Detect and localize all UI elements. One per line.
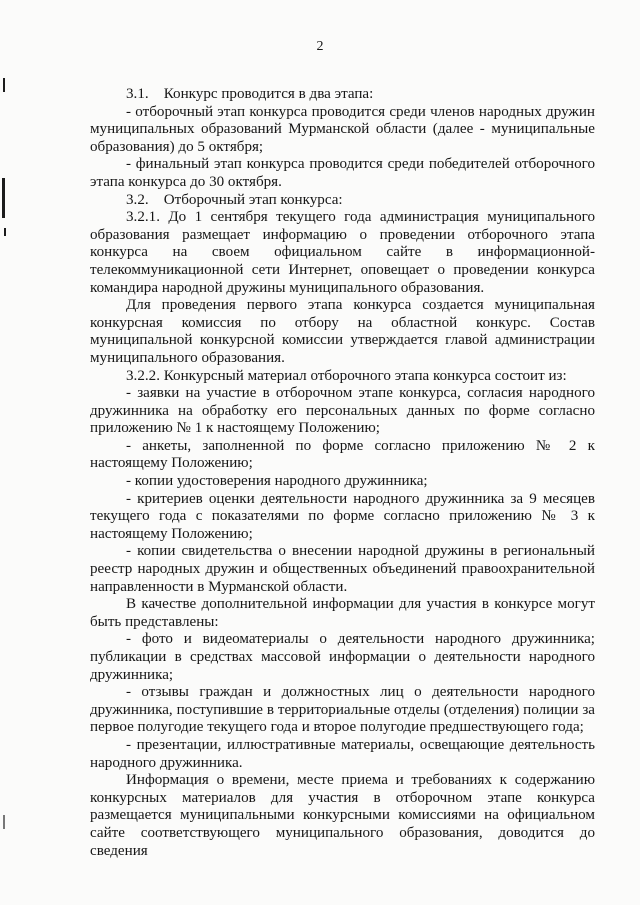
list-item-application: - заявки на участие в отборочном этапе конкурса, согласия народного дружинника на обработку его персональных данных по форме согласно приложению № 1 к настоящему Положению; bbox=[90, 385, 595, 437]
paragraph-commission: Для проведения первого этапа конкурса создается муниципальная конкурсная комиссия по отбору на областной конкурс. Состав муниципальной конкурсной комиссии утверждается главой администрации муниципального образования. bbox=[90, 297, 595, 366]
page-number: 2 bbox=[316, 39, 324, 54]
scan-edge-mark bbox=[3, 78, 5, 92]
list-item-reviews: - отзывы граждан и должностных лиц о деятельности народного дружинника, поступившие в территориальные отделы (отделения) полиции за первое полугодие текущего года и второе полугодие предшествующего года; bbox=[90, 684, 595, 736]
paragraph-3-1: 3.1. Конкурс проводится в два этапа: bbox=[126, 86, 374, 102]
list-item-presentations: - презентации, иллюстративные материалы, освещающие деятельность народного дружинника. bbox=[90, 736, 595, 771]
list-item-questionnaire: - анкеты, заполненной по форме согласно приложению № 2 к настоящему Положению; bbox=[90, 437, 595, 472]
paragraph-information: Информация о времени, месте приема и требованиях к содержанию конкурсных материалов для участия в отборочном этапе конкурса размещается муниципальными конкурсными комиссиями на официальном сайте соответствующего муниципального образования, доводится до сведения bbox=[90, 772, 595, 859]
paragraph-final-stage-item: - финальный этап конкурса проводится среди победителей отборочного этапа конкурса до 30 октября. bbox=[90, 156, 595, 190]
list-item-certificate: - копии свидетельства о внесении народной дружины в региональный реестр народных дружин и общественных объединений правоохранительной направленности в Мурманской области. bbox=[90, 543, 595, 595]
scan-edge-mark bbox=[3, 815, 5, 829]
list-item-id-copy: - копии удостоверения народного дружинника; bbox=[126, 473, 428, 490]
paragraph-additional-info: В качестве дополнительной информации для участия в конкурсе могут быть представлены: bbox=[90, 596, 595, 630]
paragraph-3-2: 3.2. Отборочный этап конкурса: bbox=[126, 191, 343, 208]
scan-edge-mark bbox=[4, 228, 6, 236]
scan-edge-mark bbox=[2, 178, 5, 218]
paragraph-3-2-1: 3.2.1. До 1 сентября текущего года администрация муниципального образования размещает информацию о проведении отборочного этапа конкурса на своем официальном сайте в информационной-телекоммуникационной сети Интернет, оповещает о проведении конкурса командира народной дружины муниципального образования. bbox=[90, 209, 595, 296]
list-item-criteria: - критериев оценки деятельности народного дружинника за 9 месяцев текущего года с показателями по форме согласно приложению № 3 к настоящему Положению; bbox=[90, 490, 595, 542]
list-item-photo-video: - фото и видеоматериалы о деятельности народного дружинника; публикации в средствах массовой информации о деятельности народного дружинника; bbox=[90, 631, 595, 683]
paragraph-3-2-2: 3.2.2. Конкурсный материал отборочного этапа конкурса состоит из: bbox=[126, 367, 567, 384]
paragraph-qualifying-stage-item: - отборочный этап конкурса проводится среди членов народных дружин муниципальных образований Мурманской области (далее - муниципальные образования) до 5 октября; bbox=[90, 103, 595, 155]
document-body bbox=[90, 86, 595, 860]
